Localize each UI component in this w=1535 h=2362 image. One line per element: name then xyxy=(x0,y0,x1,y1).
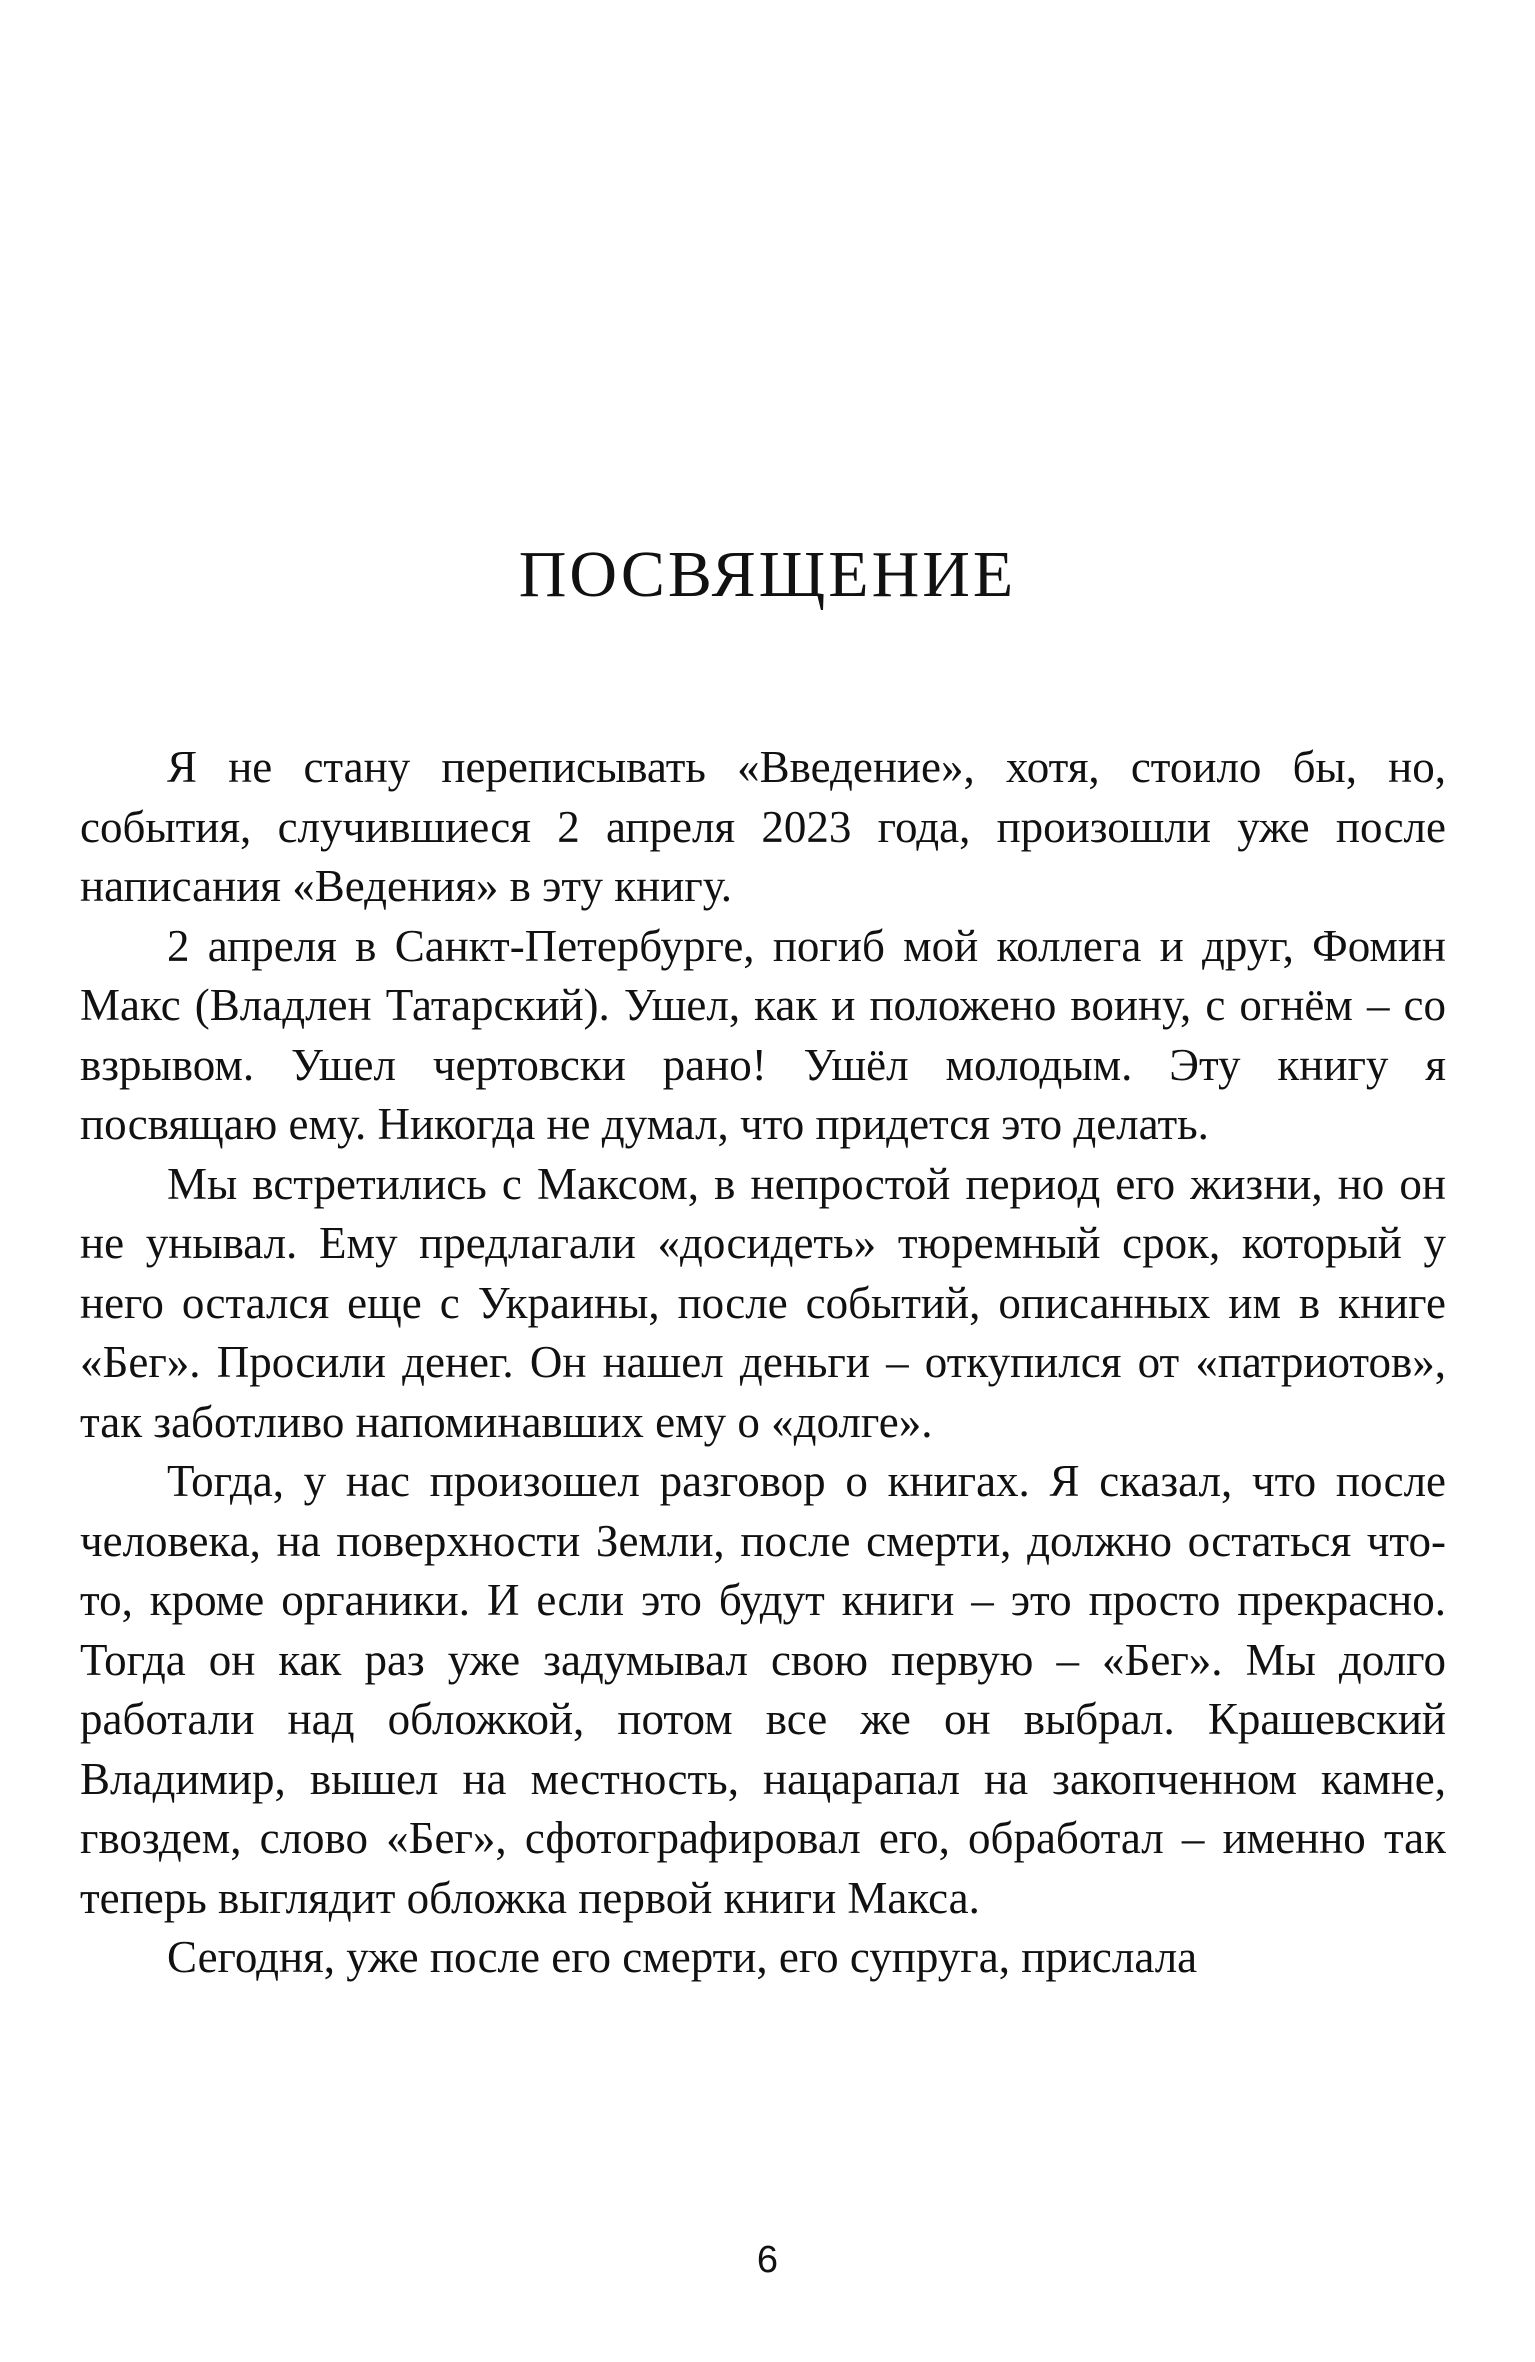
paragraph: 2 апреля в Санкт-Петербурге, погиб мой коллега и друг, Фомин Макс (Владлен Татарский). Ушел, как и положено воину, с огнём – со взрывом. Ушел чертовски рано! Ушёл молодым. Эту книгу я посвящаю ему. Никогда не думал, что придется это делать. xyxy=(80,920,1446,1149)
paragraph: Я не стану переписывать «Введение», хотя, стоило бы, но, события, случившиеся 2 апреля 2023 года, произошли уже после написания «Ведения» в эту книгу. xyxy=(80,742,1446,911)
page-number: 6 xyxy=(756,2239,779,2281)
chapter-title: ПОСВЯЩЕНИЕ xyxy=(518,538,1017,611)
paragraph: Сегодня, уже после его смерти, его супруга, прислала xyxy=(167,1932,1198,1982)
body-text xyxy=(80,738,1446,1988)
paragraph: Мы встретились с Максом, в непростой период его жизни, но он не унывал. Ему предлагали «досидеть» тюремный срок, который у него остался еще с Украины, после событий, описанных им в книге «Бег». Просили денег. Он нашел деньги – откупился от «патриотов», так заботливо напоминавших ему о «долге». xyxy=(80,1158,1446,1447)
paragraph: Тогда, у нас произошел разговор о книгах. Я сказал, что после человека, на поверхности Земли, после смерти, должно остаться что-то, кроме органики. И если это будут книги – это просто прекрасно. Тогда он как раз уже задумывал свою первую – «Бег». Мы долго работали над обложкой, потом все же он выбрал. Крашевский Владимир, вышел на местность, нацарапал на закопченном камне, гвоздем, слово «Бег», сфотографировал его, обработал – именно так теперь выглядит обложка первой книги Макса. xyxy=(80,1456,1446,1923)
